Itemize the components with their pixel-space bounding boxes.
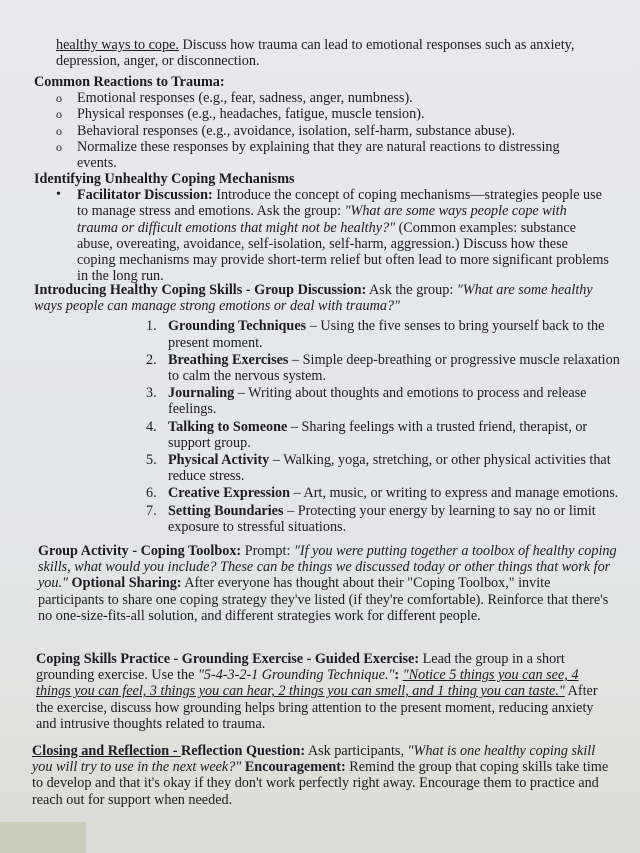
- intro-paragraph: [56, 37, 624, 69]
- list-item: o Physical responses (e.g., headaches, fatigue, muscle tension).: [56, 106, 425, 123]
- skill-item: 6. Creative Expression – Art, music, or writing to express and manage emotions.: [146, 485, 619, 502]
- intro-text-2: depression, anger, or disconnection.: [56, 53, 260, 70]
- skill-item: 1. Grounding Techniques – Using the five senses to bring yourself back to the present moment.: [146, 318, 605, 351]
- healthy-intro: Introducing Healthy Coping Skills - Group Discussion: Ask the group: "What are some healthy ways people can manage strong emotions or deal with trauma?": [34, 282, 593, 315]
- closing-heading: Closing and Reflection -: [32, 743, 181, 759]
- skill-item: 2. Breathing Exercises – Simple deep-breathing or progressive muscle relaxation to calm the nervous system.: [146, 351, 620, 385]
- reactions-heading: Common Reactions to Trauma:: [34, 74, 225, 90]
- skill-item: 7. Setting Boundaries – Protecting your energy by learning to say no or limit exposure to stressful situations.: [146, 502, 596, 535]
- unhealthy-list: [34, 187, 624, 284]
- disc-bullet-icon: •: [56, 187, 61, 203]
- skill-item: 4. Talking to Someone – Sharing feelings with a trusted friend, therapist, or support group.: [146, 418, 588, 451]
- practice-paragraph: Coping Skills Practice - Grounding Exercise - Guided Exercise: Lead the group in a short grounding exercise. Use the "5-4-3-2-1 Grounding Technique.": "Notice 5 things you can see, 4 things you can feel, 3 things you can hear, 2 things you can smell, and 1 thing you can taste." After the exercise, discuss how grounding helps bring attention to the present moment, reducing anxiety and intrusive thoughts related to trauma.: [36, 651, 598, 732]
- closing-paragraph: Closing and Reflection - Reflection Question: Ask participants, "What is one healthy coping skill you will try to use in the next week?" Encouragement: Remind the group that coping skills take time to develop and that it's okay if they don't work perfectly right away. Encourage them to practice and reach out for support when needed.: [32, 743, 609, 808]
- circle-bullet-icon: o: [56, 139, 62, 154]
- background-corner: [0, 822, 86, 853]
- skill-item: 5. Physical Activity – Walking, yoga, stretching, or other physical activities that reduce stress.: [146, 452, 611, 485]
- grounding-quote: "Notice 5 things you can see, 4 things you can feel, 3 things you can hear, 2 things you can smell, and 1 thing you can taste.": [36, 667, 579, 700]
- unhealthy-heading: Identifying Unhealthy Coping Mechanisms: [34, 171, 295, 187]
- practice-heading: Coping Skills Practice - Grounding Exercise - Guided Exercise:: [36, 651, 420, 667]
- toolbox-paragraph: Group Activity - Coping Toolbox: Prompt: "If you were putting together a toolbox of healthy coping skills, what would you include? These can be things we discussed today or other things that work for you." Optional Sharing: After everyone has thought about their "Coping Toolbox," invite participants to share one coping strategy they've listed (if they're comfortable). Reinforce that there's no one-size-fits-all solution, and different strategies work for different people.: [38, 543, 617, 624]
- healthy-heading: Introducing Healthy Coping Skills - Group Discussion:: [34, 282, 367, 298]
- intro-text: Discuss how trauma can lead to emotional responses such as anxiety,: [178, 37, 575, 53]
- circle-bullet-icon: o: [56, 91, 62, 106]
- unhealthy-section: [34, 171, 624, 284]
- skill-item: 3. Journaling – Writing about thoughts and emotions to process and release feelings.: [146, 385, 587, 418]
- healthy-section: [34, 282, 624, 535]
- list-item: o Behavioral responses (e.g., avoidance, isolation, self-harm, substance abuse).: [56, 122, 516, 139]
- list-item: o Normalize these responses by explaining that they are natural reactions to distressing events.: [56, 138, 560, 172]
- circle-bullet-icon: o: [56, 123, 62, 138]
- circle-bullet-icon: o: [56, 107, 62, 122]
- reactions-section: [34, 74, 624, 171]
- list-item: • Facilitator Discussion: Introduce the concept of coping mechanisms—strategies people use to manage stress and emotions. Ask the group: "What are some ways people cope with trauma or difficult emotions that might not be healthy?" (Common examples: substance abuse, overeating, avoidance, self-isolation, self-harm, aggression.) Discuss how these coping mechanisms may provide short-term relief but often lead to more significant problems in the long run.: [56, 187, 609, 285]
- skills-list: [34, 318, 624, 535]
- list-item: o Emotional responses (e.g., fear, sadness, anger, numbness).: [56, 90, 413, 107]
- toolbox-heading: Group Activity - Coping Toolbox:: [38, 543, 242, 559]
- reactions-list: [34, 90, 624, 171]
- intro-link-text: healthy ways to cope.: [56, 37, 179, 53]
